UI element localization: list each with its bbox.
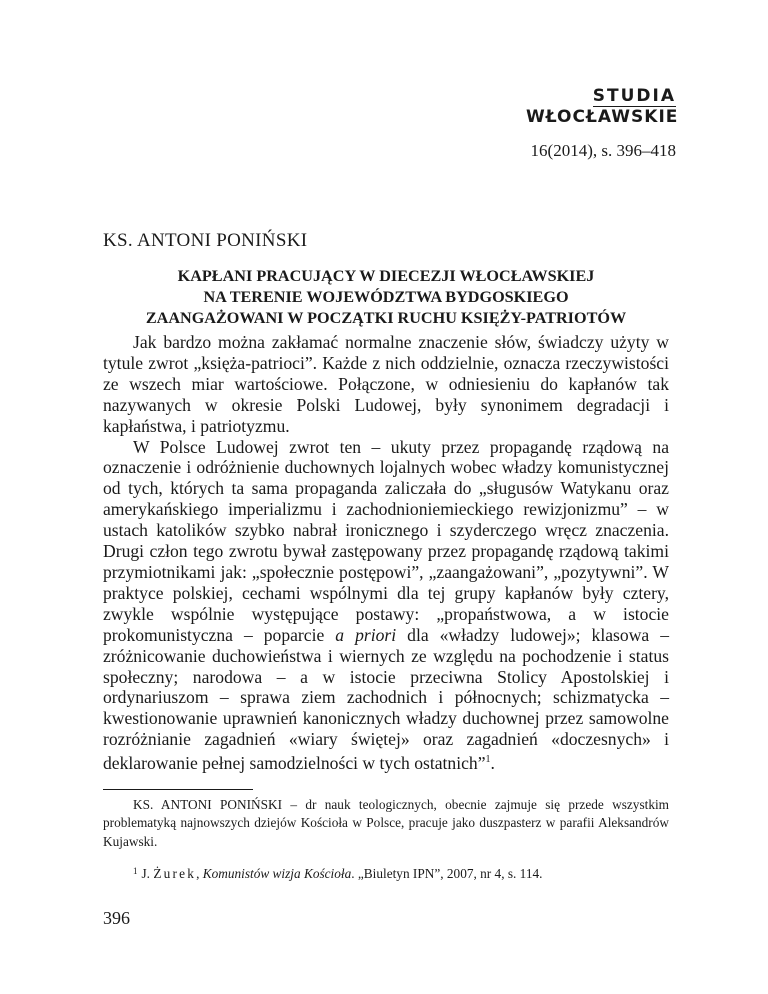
body-paragraph: Jak bardzo można zakłamać normalne znaczenie słów, świadczy użyty w tytule zwrot „księża-patrioci”. Każde z nich oddzielnie, oznacza rzeczywistości ze wszech miar wartościowe. Połączone, w odniesieniu do kapłanów tak nazywanych w okresie Polski Ludowej, były synonimem degradacji i kapłaństwa, i patriotyzmu. bbox=[103, 332, 669, 436]
footnote-author-surname: Żurek bbox=[153, 866, 197, 881]
body-paragraph bbox=[103, 437, 669, 774]
article-title bbox=[103, 266, 669, 329]
footnote-author-initial: J. bbox=[141, 866, 150, 881]
footnote-number: 1 bbox=[133, 866, 138, 876]
footnote-reference[interactable]: 1 bbox=[485, 754, 491, 766]
article-author: KS. ANTONI PONIŃSKI bbox=[103, 230, 308, 251]
journal-citation: 16(2014), s. 396–418 bbox=[530, 141, 676, 160]
footnote-divider bbox=[103, 789, 253, 790]
page-number: 396 bbox=[103, 908, 130, 928]
logo-studia: STUDIA bbox=[592, 86, 676, 106]
footnote: $^1$ J. Żurek, Komunistów wizja Kościoła. „Biuletyn IPN”, 2007, nr 4, s. 114. bbox=[133, 866, 543, 881]
footnote-title: Komunistów wizja Kościoła bbox=[202, 866, 352, 881]
paragraph-text: W Polsce Ludowej zwrot ten – ukuty przez propagandę rządową na oznaczenie i odróżnienie duchownych lojalnych wobec władzy komunistycznej od tych, których ta sama propaganda zaliczała do „sługusów Watykanu oraz amerykańskiego imperializmu i zachodnioniemieckiego rewizjonizmu” – w ustach katolików szybko nabrał ironicznego i szyderczego wręcz znaczenia. Drugi człon tego zwrotu bywał zastępowany przez propagandę rządową takimi przymiotnikami jak: „społecznie postępowi”, „zaangażowani”, „pozytywni”. W praktyce polskiej, cechami wspólnymi dla tej grupy kapłanów były cztery, zwykle wspólnie występujące postawy: „propaństwowa, a w istocie prokomunistyczna – poparcie bbox=[103, 436, 669, 645]
footnote-rest: . „Biuletyn IPN”, 2007, nr 4, s. 114. bbox=[351, 866, 543, 881]
logo-wloclawskie: WŁOCŁAWSKIE bbox=[526, 107, 679, 127]
title-line: ZAANGAŻOWANI W POCZĄTKI RUCHU KSIĘŻY-PATRIOTÓW bbox=[145, 309, 627, 327]
title-line: NA TERENIE WOJEWÓDZTWA BYDGOSKIEGO bbox=[203, 288, 569, 306]
journal-logo bbox=[526, 86, 679, 127]
article-body bbox=[103, 332, 669, 774]
title-line: KAPŁANI PRACUJĄCY W DIECEZJI WŁOCŁAWSKIEJ bbox=[177, 267, 595, 285]
paragraph-text: dla «władzy ludowej»; klasowa – zróżnicowanie duchowieństwa i wiernych ze względu na pochodzenie i status społeczny; narodowa – a w istocie przeciwna Stolicy Apostolskiej i ordynariuszom – sprawa ziem zachodnich i północnych; schizmatycka – kwestionowanie uprawnień kanonicznych władzy duchownej przez samowolne rozróżnianie zagadnień «wiary świętej» oraz zagadnień «doczesnych» i deklarowanie pełnej samodzielności w tych ostatnich” bbox=[103, 624, 669, 773]
italic-phrase: a priori bbox=[335, 624, 397, 645]
paragraph-end: . bbox=[490, 752, 495, 773]
author-bio-text: KS. ANTONI PONIŃSKI – dr nauk teologicznych, obecnie zajmuje się przede wszystkim problematyką najnowszych dziejów Kościoła w Polsce, pracuje jako duszpasterz w parafii Aleksandrów Kujawski. bbox=[103, 797, 669, 849]
author-bio bbox=[103, 796, 669, 851]
